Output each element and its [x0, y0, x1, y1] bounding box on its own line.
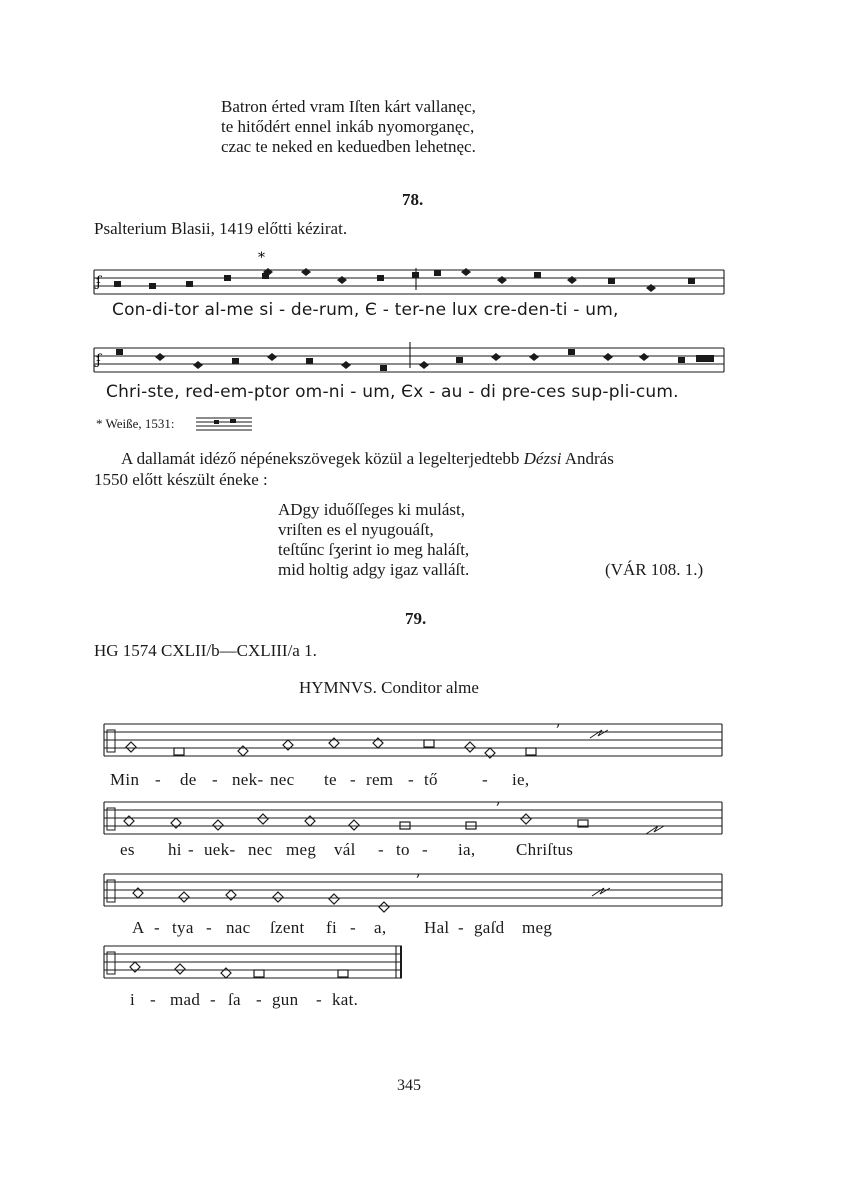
hymn-title: HYMNVS. Conditor alme	[299, 678, 479, 697]
syllable: -	[350, 770, 356, 789]
syllable: vál	[334, 840, 356, 859]
syllable: mad	[170, 990, 201, 1009]
syllable: ie,	[512, 770, 530, 789]
syllable: -	[155, 770, 161, 789]
svg-text:,: ,	[496, 792, 501, 808]
intro-author: Dézsi	[523, 449, 562, 468]
syllable: Min	[110, 770, 140, 789]
syllable: -	[482, 770, 488, 789]
svg-text:,: ,	[556, 714, 561, 730]
verse-line-3: czac te neked en keduedben lehetnęc.	[221, 137, 476, 156]
mensural-staff-3	[104, 864, 724, 918]
syllable: Chriſtus	[516, 840, 574, 859]
syllable: nek-	[232, 770, 264, 789]
section-number-78: 78.	[402, 190, 424, 209]
syllable: -	[408, 770, 414, 789]
footnote-staff	[196, 415, 252, 433]
mensural-staff-2	[104, 792, 724, 846]
syllable: ſa	[228, 990, 241, 1009]
syllable: gaſd	[474, 918, 505, 937]
syllable: hi	[168, 840, 182, 859]
syllable: -	[210, 990, 216, 1009]
verse-line-1: Batron érted vram Iſten kárt vallanęc,	[221, 97, 476, 116]
quoted-verse-1: ADgy iduőſſeges ki mulást,	[278, 500, 465, 519]
syllable: de	[180, 770, 197, 789]
quoted-verse-2: vriſten es el nyugouáſt,	[278, 520, 434, 539]
syllable: tő	[424, 770, 438, 789]
syllable: nec	[248, 840, 273, 859]
syllable: to	[396, 840, 410, 859]
syllable: A	[132, 918, 145, 937]
syllable: -	[422, 840, 428, 859]
syllable: tya	[172, 918, 194, 937]
syllable: -	[316, 990, 322, 1009]
syllable: -	[150, 990, 156, 1009]
svg-text:*: *	[258, 250, 265, 266]
syllable: -	[378, 840, 384, 859]
footnote-label: * Weiße, 1531:	[96, 416, 175, 431]
intro-line-1	[121, 449, 614, 469]
chant-lyrics-78-1: Con-di-tor al-me si - de-rum, Є - ter-ne lux cre-den-ti - um,	[112, 300, 619, 320]
syllable: -	[188, 840, 194, 859]
syllable: -	[458, 918, 464, 937]
syllable: ia,	[458, 840, 476, 859]
mensural-staff-1	[104, 714, 724, 768]
quoted-verse-4: mid holtig adgy igaz valláſt.	[278, 560, 470, 579]
syllable: -	[212, 770, 218, 789]
chant-lyrics-78-2: Chri-ste, red-em-ptor om-ni - um, Єx - au - di pre-ces sup-pli-cum.	[106, 382, 679, 402]
section-number-79: 79.	[405, 609, 427, 628]
syllable: a,	[374, 918, 387, 937]
syllable: meg	[522, 918, 553, 937]
syllable: Hal	[424, 918, 450, 937]
verse-line-2: te hitődért ennel inkáb nyomorganęc,	[221, 117, 475, 136]
page-number: 345	[397, 1077, 421, 1094]
syllable: -	[256, 990, 262, 1009]
syllable: ſzent	[270, 918, 305, 937]
source-78: Psalterium Blasii, 1419 előtti kézirat.	[94, 219, 348, 238]
quoted-verse-3: teſtűnc ſʒerint io meg haláſt,	[278, 540, 470, 559]
syllable: te	[324, 770, 337, 789]
intro-text-a: A dallamát idéző népénekszövegek közül a legelterjedtebb	[121, 449, 520, 468]
syllable: -	[206, 918, 212, 937]
svg-text:,: ,	[416, 864, 421, 880]
chant-staff-78-1	[94, 250, 726, 298]
syllable: nec	[270, 770, 295, 789]
syllable: nac	[226, 918, 251, 937]
syllable: i	[130, 990, 136, 1009]
syllable: uek-	[204, 840, 236, 859]
syllable: meg	[286, 840, 317, 859]
chant-staff-78-2	[94, 340, 726, 374]
syllable: -	[154, 918, 160, 937]
syllable: gun	[272, 990, 299, 1009]
svg-text:ʄ: ʄ	[96, 274, 102, 290]
syllable: kat.	[332, 990, 359, 1009]
syllable: -	[350, 918, 356, 937]
intro-text-b: András	[564, 449, 614, 468]
syllable: rem	[366, 770, 394, 789]
mensural-staff-4	[104, 940, 404, 990]
svg-text:ʄ: ʄ	[96, 352, 102, 368]
syllable: es	[120, 840, 135, 859]
source-79: HG 1574 CXLII/b—CXLIII/a 1.	[94, 641, 317, 660]
syllable: fi	[326, 918, 337, 937]
intro-line-2: 1550 előtt készült éneke :	[94, 470, 268, 489]
citation: (VÁR 108. 1.)	[605, 560, 704, 579]
